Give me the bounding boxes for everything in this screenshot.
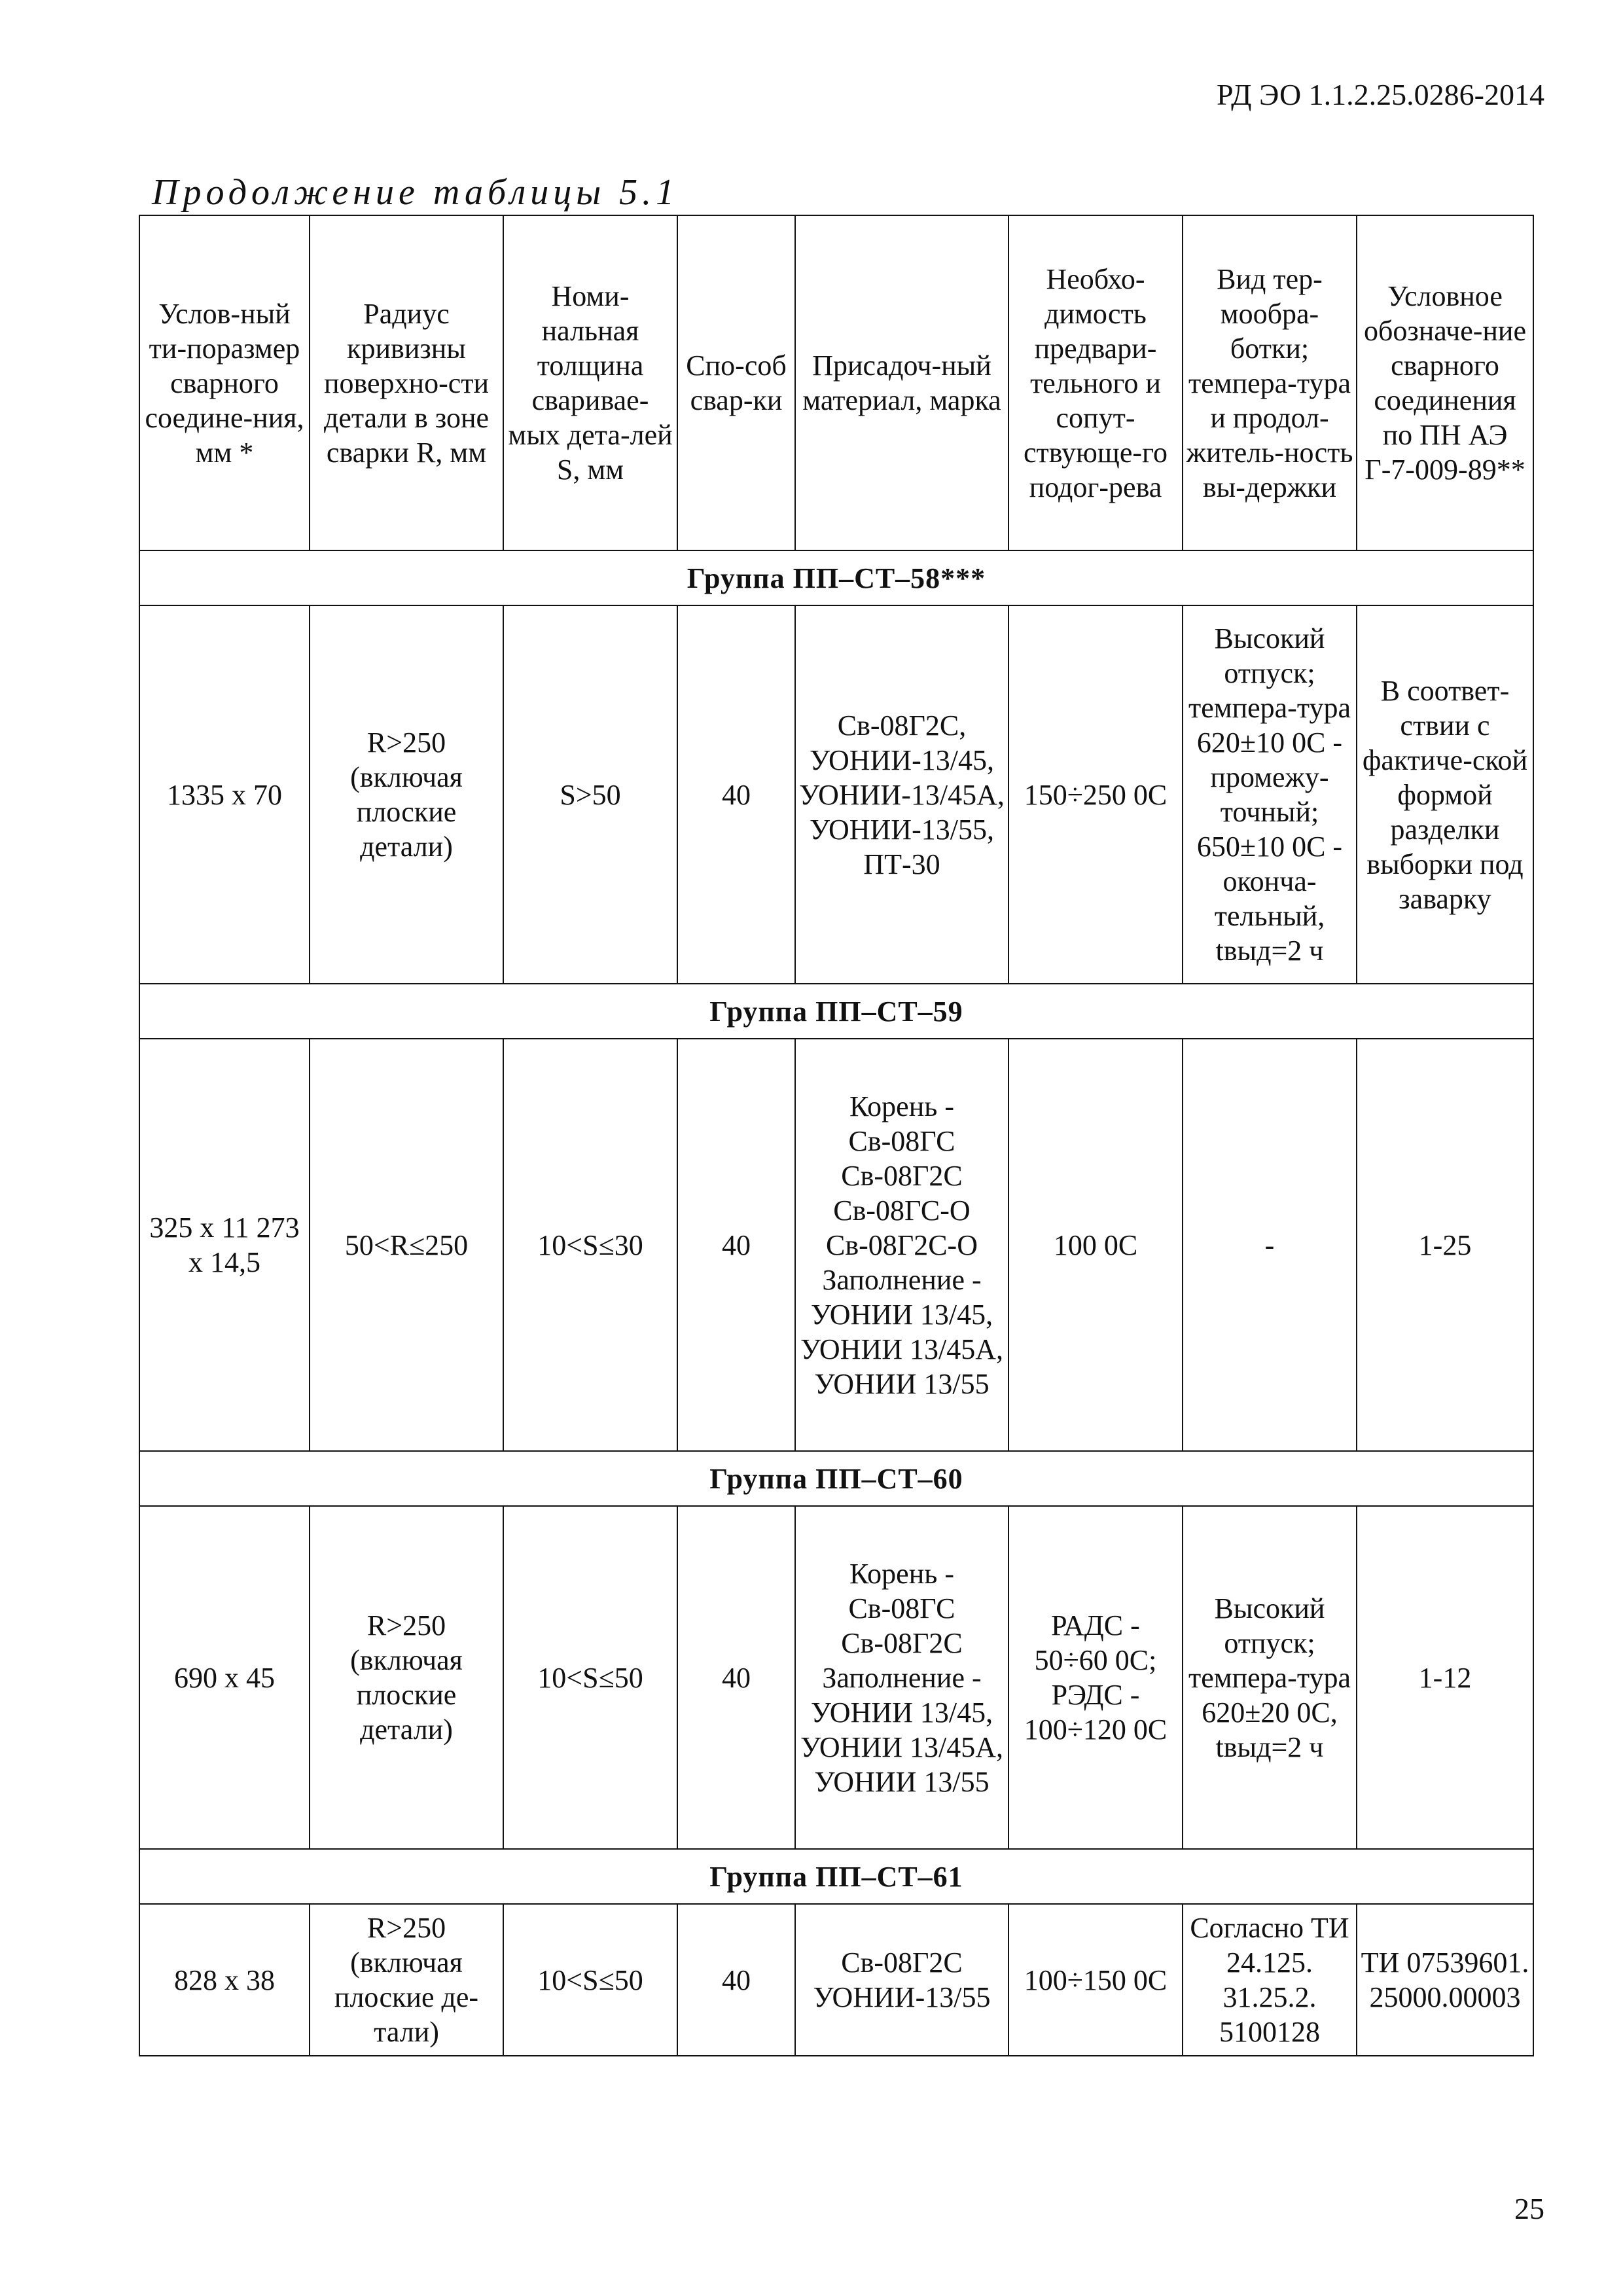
table-row (139, 1904, 1533, 2056)
table-continuation-title: Продолжение таблицы 5.1 (152, 172, 679, 213)
size-cell: 325 х 11 273 х 14,5 (139, 1039, 310, 1451)
method-cell: 40 (677, 605, 795, 984)
designation-cell: В соответ-ствии с фактиче-ской формой разделки выборки под заварку (1357, 605, 1533, 984)
thickness-cell: 10<S≤30 (503, 1039, 677, 1451)
table-row (139, 605, 1533, 984)
designation-cell: 1-12 (1357, 1506, 1533, 1849)
column-header: Услов-ный ти-поразмер сварного соедине-ния, мм * (139, 215, 310, 550)
column-header: Радиус кривизны поверхно-сти детали в зоне сварки R, мм (310, 215, 503, 550)
group-title: Группа ПП–СТ–61 (139, 1849, 1533, 1904)
method-cell: 40 (677, 1039, 795, 1451)
heat-treatment-cell: Высокий отпуск; темпера-тура 620±20 0С, tвыд=2 ч (1183, 1506, 1357, 1849)
welding-table (139, 215, 1534, 2056)
size-cell: 1335 х 70 (139, 605, 310, 984)
thickness-cell: S>50 (503, 605, 677, 984)
method-cell: 40 (677, 1904, 795, 2056)
heat-treatment-cell: Высокий отпуск; темпера-тура 620±10 0С - промежу-точный; 650±10 0С - оконча-тельный, tвыд=2 ч (1183, 605, 1357, 984)
radius-cell: R>250 (включая плоские детали) (310, 605, 503, 984)
radius-cell: R>250 (включая плоские детали) (310, 1506, 503, 1849)
table-row (139, 1039, 1533, 1451)
heat-treatment-cell: - (1183, 1039, 1357, 1451)
column-header: Спо-соб свар-ки (677, 215, 795, 550)
material-cell: Св-08Г2С УОНИИ-13/55 (795, 1904, 1008, 2056)
table-header-row (139, 215, 1533, 550)
column-header: Вид тер-мообра-ботки; темпера-тура и продол-житель-ность вы-держки (1183, 215, 1357, 550)
group-title: Группа ПП–СТ–58*** (139, 550, 1533, 605)
material-cell: Корень - Св-08ГС Св-08Г2С Св-08ГС-О Св-08Г2С-О Заполнение - УОНИИ 13/45, УОНИИ 13/45А, УОНИИ 13/55 (795, 1039, 1008, 1451)
document-code: РД ЭО 1.1.2.25.0286-2014 (1217, 78, 1544, 111)
preheat-cell: 100 0С (1008, 1039, 1183, 1451)
group-title: Группа ПП–СТ–59 (139, 984, 1533, 1039)
preheat-cell: 150÷250 0С (1008, 605, 1183, 984)
designation-cell: ТИ 07539601. 25000.00003 (1357, 1904, 1533, 2056)
heat-treatment-cell: Согласно ТИ 24.125. 31.25.2. 5100128 (1183, 1904, 1357, 2056)
size-cell: 828 х 38 (139, 1904, 310, 2056)
material-cell: Св-08Г2С, УОНИИ-13/45, УОНИИ-13/45А, УОНИИ-13/55, ПТ-30 (795, 605, 1008, 984)
column-header: Присадоч-ный материал, марка (795, 215, 1008, 550)
column-header: Номи-нальная толщина сваривае-мых дета-лей S, мм (503, 215, 677, 550)
thickness-cell: 10<S≤50 (503, 1904, 677, 2056)
radius-cell: 50<R≤250 (310, 1039, 503, 1451)
table-row (139, 1506, 1533, 1849)
radius-cell: R>250 (включая плоские де-тали) (310, 1904, 503, 2056)
size-cell: 690 х 45 (139, 1506, 310, 1849)
material-cell: Корень - Св-08ГС Св-08Г2С Заполнение - УОНИИ 13/45, УОНИИ 13/45А, УОНИИ 13/55 (795, 1506, 1008, 1849)
designation-cell: 1-25 (1357, 1039, 1533, 1451)
preheat-cell: 100÷150 0С (1008, 1904, 1183, 2056)
method-cell: 40 (677, 1506, 795, 1849)
thickness-cell: 10<S≤50 (503, 1506, 677, 1849)
page-number: 25 (1514, 2192, 1544, 2225)
preheat-cell: РАДС - 50÷60 0С; РЭДС - 100÷120 0С (1008, 1506, 1183, 1849)
column-header: Условное обозначе-ние сварного соединения по ПН АЭ Г-7-009-89** (1357, 215, 1533, 550)
group-title: Группа ПП–СТ–60 (139, 1451, 1533, 1506)
column-header: Необхо-димость предвари-тельного и сопут-ствующе-го подог-рева (1008, 215, 1183, 550)
